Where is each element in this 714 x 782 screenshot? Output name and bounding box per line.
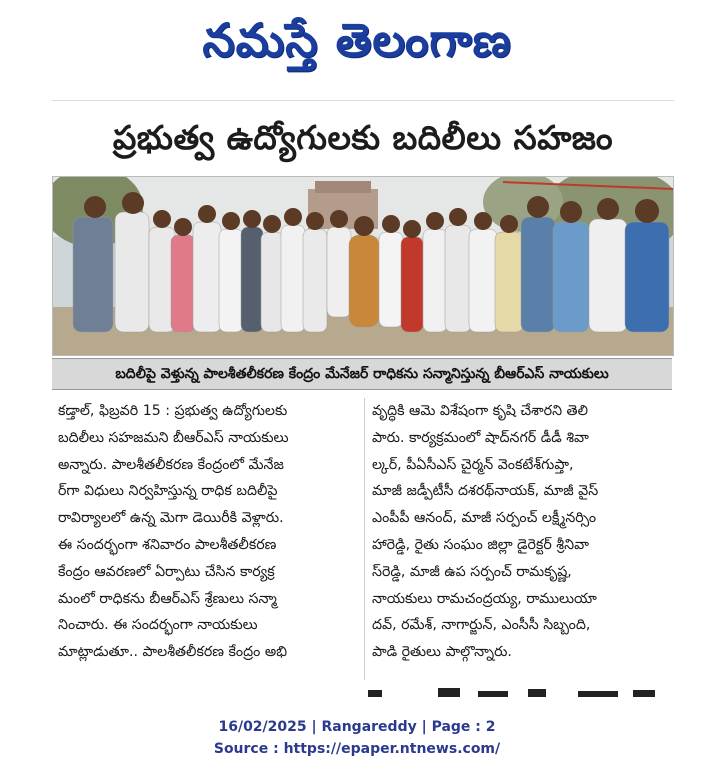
body-line: పారు. కార్యక్రమంలో షాద్‌నగర్ డీడీ శివా bbox=[372, 429, 589, 446]
source-link[interactable]: Source : https://epaper.ntnews.com/ bbox=[213, 741, 501, 757]
body-line: ల్కర్, పీఏసీఎస్ చైర్మన్ వెంకటేశ్‌గుప్తా, bbox=[372, 456, 574, 473]
body-line: అన్నారు. పాలశీతలీకరణ కేంద్రంలో మేనేజ bbox=[58, 456, 284, 473]
body-line: కడ్తాల్, ఫిబ్రవరి 15 : ప్రభుత్వ ఉద్యోగులకు bbox=[58, 403, 288, 419]
group-photo-image bbox=[53, 177, 673, 355]
newspaper-masthead: నమస్తే తెలంగాణ bbox=[202, 13, 512, 67]
photo-caption: బదిలీపై వెళ్తున్న పాలశీతలీకరణ కేంద్రం మేనేజర్ రాధికను సన్మానిస్తున్న బీఆర్ఎస్ నాయకులు bbox=[52, 358, 672, 390]
article-headline: ప్రభుత్వ ఉద్యోగులకు బదిలీలు సహజం bbox=[112, 118, 614, 157]
body-line: పాడి రైతులు పాల్గొన్నారు. bbox=[372, 644, 512, 661]
body-line: బదిలీలు సహజమని బీఆర్ఎస్ నాయకులు bbox=[58, 429, 289, 446]
body-line: ర్‌గా విధులు నిర్వహిస్తున్న రాధిక బదిలీపై bbox=[58, 483, 278, 500]
clipped-next-article-edge bbox=[58, 683, 670, 697]
body-line: కేంద్రం ఆవరణలో ఏర్పాటు చేసిన కార్యక్ర bbox=[58, 563, 275, 580]
body-line: నాయకులు రామచంద్రయ్య, రాములుయా bbox=[372, 590, 597, 607]
body-line: మాజీ జడ్పీటీసీ దశరథ్‌నాయక్, మాజీ వైస్ bbox=[372, 483, 599, 500]
column-divider bbox=[364, 398, 365, 680]
body-line: మంలో రాధికను బీఆర్ఎస్ శ్రేణులు సన్మా bbox=[58, 590, 277, 607]
article-photo bbox=[52, 176, 674, 356]
body-line: ఎంపీపీ ఆనంద్, మాజీ సర్పంచ్ లక్ష్మీనర్సిం bbox=[372, 510, 597, 527]
body-line: హారెడ్డి, రైతు సంఘం జిల్లా డైరెక్టర్ శ్రీనివా bbox=[372, 536, 589, 553]
body-line: ఈ సందర్భంగా శనివారం పాలశీతలీకరణ bbox=[58, 536, 277, 553]
body-line: స్‌రెడ్డి, మాజీ ఉప సర్పంచ్ రామకృష్ణ, bbox=[372, 563, 572, 580]
body-line: దవ్, రమేశ్, నాగార్జున్, ఎంసీసీ సిబ్బంది, bbox=[372, 617, 591, 634]
body-line: మాట్లాడుతూ.. పాలశీతలీకరణ కేంద్రం అభి bbox=[58, 644, 288, 661]
article-body-left-column bbox=[58, 398, 361, 666]
article-body-right-column bbox=[372, 398, 672, 666]
body-line: నించారు. ఈ సందర్భంగా నాయకులు bbox=[58, 617, 258, 634]
edition-info: 16/02/2025 | Rangareddy | Page : 2 bbox=[218, 719, 496, 735]
source-footer bbox=[0, 716, 714, 760]
body-line: వృద్ధికి ఆమె విశేషంగా కృషి చేశారని తెలి bbox=[372, 403, 588, 419]
body-line: రావిర్యాలలో ఉన్న మెగా డెయిరీకి వెళ్లారు. bbox=[58, 510, 284, 527]
